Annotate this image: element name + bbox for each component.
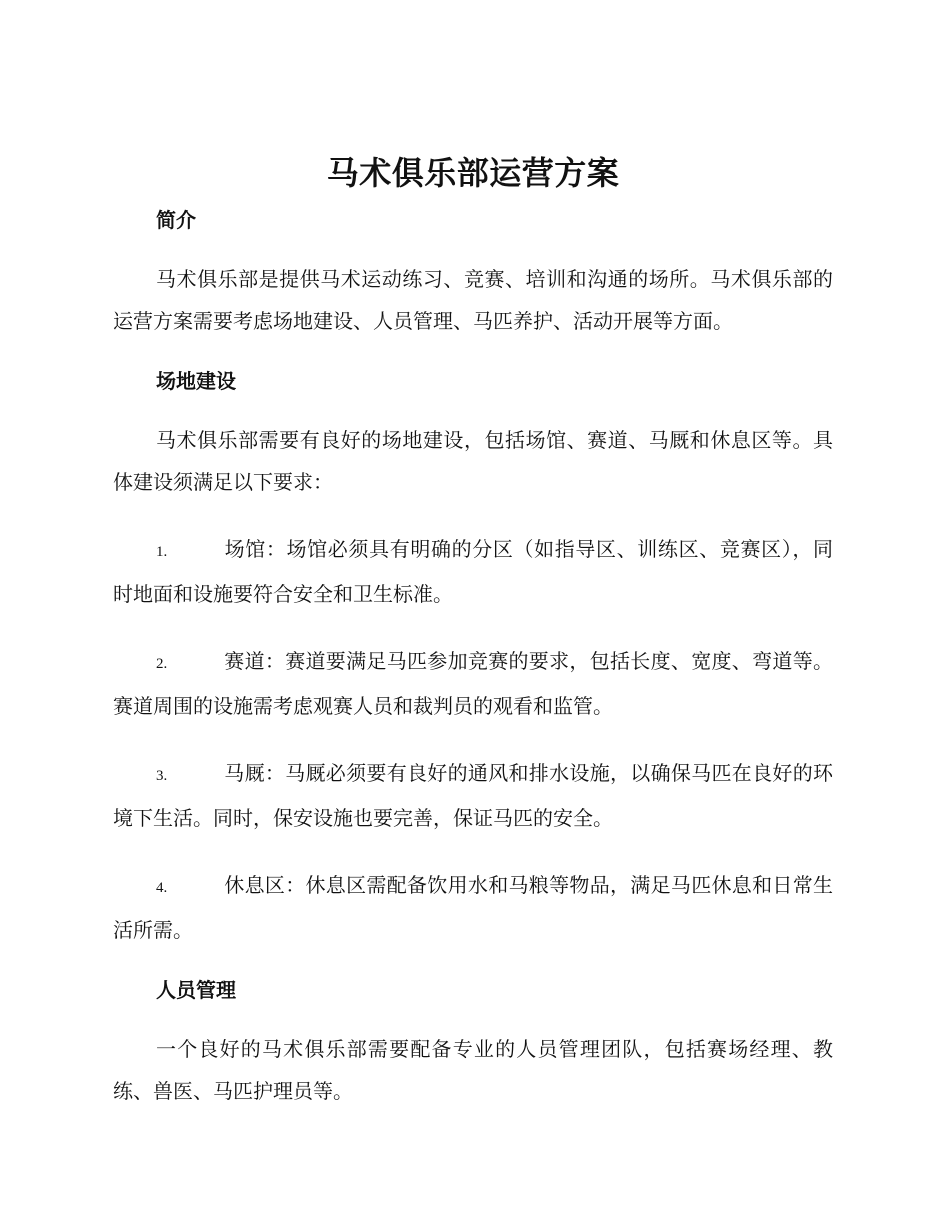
list-number: 1. xyxy=(156,544,168,560)
list-item xyxy=(113,864,833,951)
document-title: 马术俱乐部运营方案 xyxy=(326,154,620,192)
paragraph-intro: 马术俱乐部是提供马术运动练习、竞赛、培训和沟通的场所。马术俱乐部的运营方案需要考虑场地建设、人员管理、马匹养护、活动开展等方面。 xyxy=(113,267,833,333)
document-body xyxy=(113,150,833,1137)
list-item xyxy=(113,640,833,727)
section-heading-intro: 简介 xyxy=(156,208,196,232)
section-heading-staff: 人员管理 xyxy=(156,978,236,1002)
list-number: 2. xyxy=(156,656,168,672)
paragraph-venue: 马术俱乐部需要有良好的场地建设，包括场馆、赛道、马厩和休息区等。具体建设须满足以下要求： xyxy=(113,428,833,494)
list-item-text: 休息区：休息区需配备饮用水和马粮等物品，满足马匹休息和日常生活所需。 xyxy=(113,873,833,942)
list-item xyxy=(113,752,833,839)
list-item xyxy=(113,528,833,615)
list-number: 3. xyxy=(156,768,168,784)
list-item-text: 赛道：赛道要满足马匹参加竞赛的要求，包括长度、宽度、弯道等。赛道周围的设施需考虑观赛人员和裁判员的观看和监管。 xyxy=(113,649,833,718)
list-item-text: 场馆：场馆必须具有明确的分区（如指导区、训练区、竞赛区），同时地面和设施要符合安全和卫生标准。 xyxy=(113,537,833,606)
list-number: 4. xyxy=(156,880,168,896)
paragraph-staff: 一个良好的马术俱乐部需要配备专业的人员管理团队，包括赛场经理、教练、兽医、马匹护理员等。 xyxy=(113,1037,833,1103)
section-heading-venue: 场地建设 xyxy=(156,369,236,393)
list-item-text: 马厩：马厩必须要有良好的通风和排水设施，以确保马匹在良好的环境下生活。同时，保安设施也要完善，保证马匹的安全。 xyxy=(113,761,833,830)
